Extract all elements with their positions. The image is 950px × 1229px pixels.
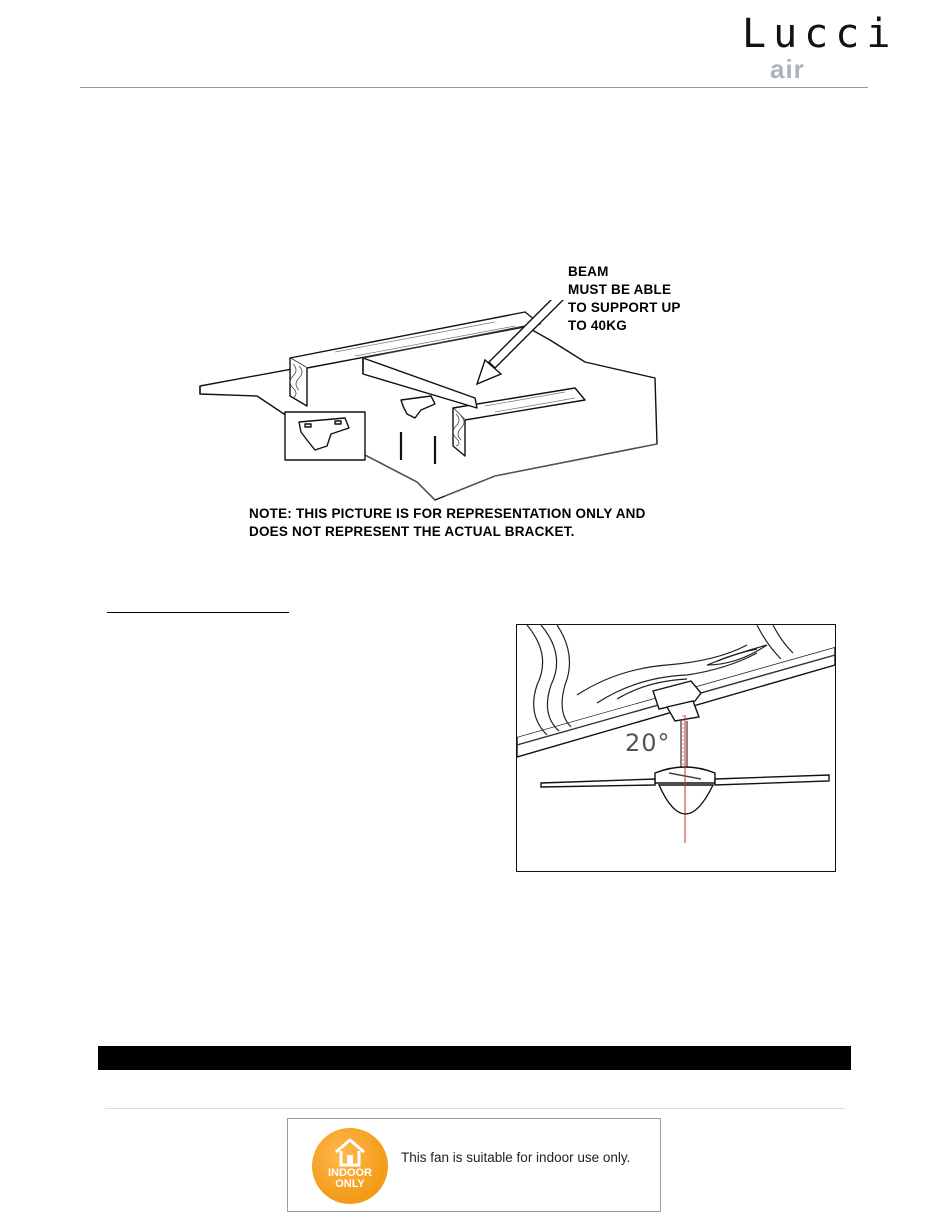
house-icon	[332, 1136, 368, 1168]
sloped-ceiling-illustration	[516, 624, 836, 872]
representation-note: NOTE: THIS PICTURE IS FOR REPRESENTATION ONLY AND DOES NOT REPRESENT THE ACTUAL BRACKET.	[249, 506, 646, 539]
indoor-only-badge	[312, 1128, 388, 1204]
indoor-use-text: This fan is suitable for indoor use only.	[401, 1150, 631, 1165]
brand-logo-subtitle: air	[770, 54, 805, 84]
sloped-ceiling-drawing	[517, 625, 835, 871]
section-bar	[98, 1046, 851, 1070]
indoor-use-notice	[287, 1118, 661, 1212]
footer-divider	[105, 1108, 845, 1109]
slope-angle-label: 20°	[625, 729, 671, 757]
brand-logo-wordmark: Lucci	[742, 11, 898, 57]
beam-label: BEAM MUST BE ABLE TO SUPPORT UP TO 40KG	[568, 264, 681, 333]
header-divider	[80, 87, 868, 88]
section-heading-underline	[107, 612, 289, 613]
badge-text: INDOOR ONLY	[328, 1167, 372, 1190]
